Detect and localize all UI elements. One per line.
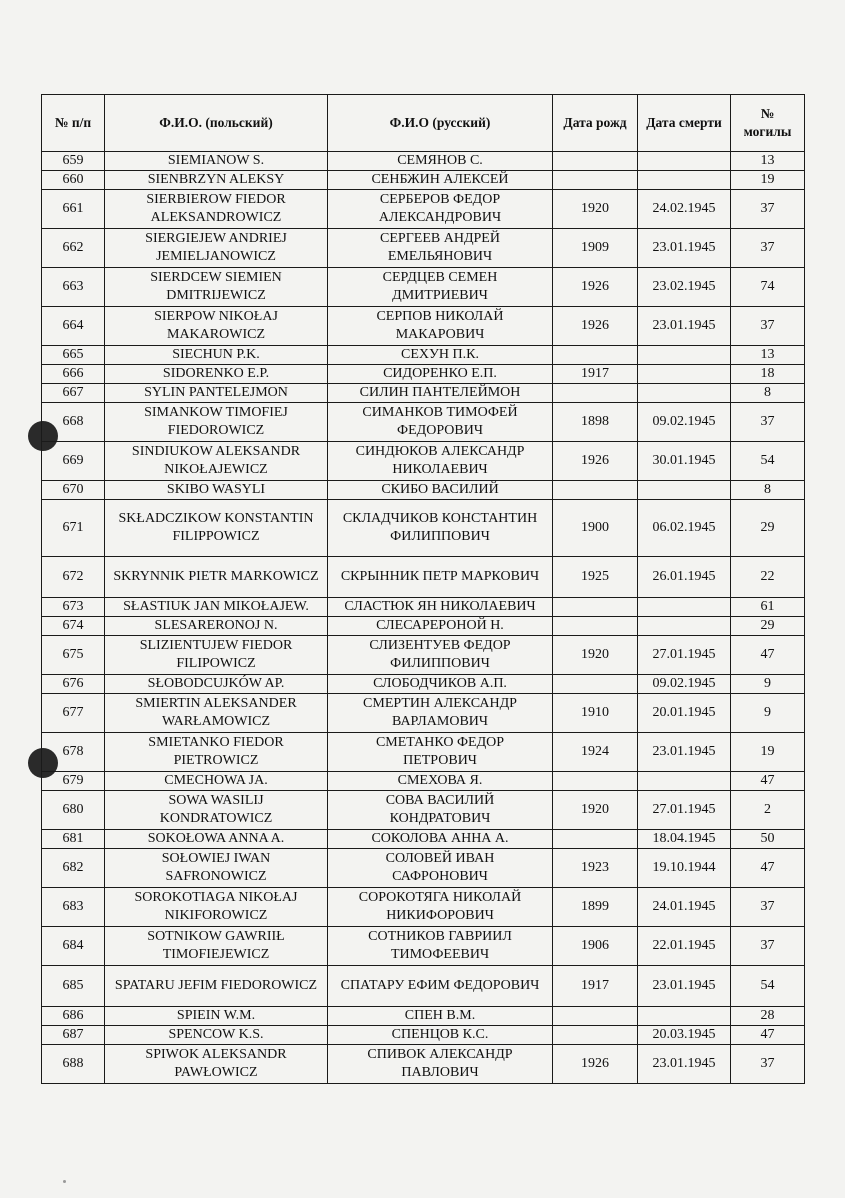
cell-polish-name: SPIWOK ALEKSANDR PAWŁOWICZ — [105, 1045, 328, 1084]
cell-number: 662 — [42, 229, 105, 268]
cell-death-date: 19.10.1944 — [638, 849, 731, 888]
table-header-row — [42, 95, 805, 152]
cell-death-date: 23.01.1945 — [638, 733, 731, 772]
cell-death-date — [638, 772, 731, 791]
table-row — [42, 1026, 805, 1045]
table-row — [42, 384, 805, 403]
cell-russian-name: СЕХУН П.К. — [328, 346, 553, 365]
cell-grave-number: 28 — [731, 1007, 805, 1026]
cell-grave-number: 8 — [731, 384, 805, 403]
header-death-date: Дата смерти — [638, 95, 731, 152]
table-row — [42, 733, 805, 772]
table-row — [42, 346, 805, 365]
cell-death-date — [638, 481, 731, 500]
cell-russian-name: СЛИЗЕНТУЕВ ФЕДОР ФИЛИППОВИЧ — [328, 636, 553, 675]
cell-birth-date: 1926 — [553, 442, 638, 481]
cell-birth-date — [553, 598, 638, 617]
cell-russian-name: СПЕН В.М. — [328, 1007, 553, 1026]
cell-birth-date — [553, 152, 638, 171]
cell-polish-name: SPIEIN W.M. — [105, 1007, 328, 1026]
cell-number: 667 — [42, 384, 105, 403]
cell-russian-name: СЕРДЦЕВ СЕМЕН ДМИТРИЕВИЧ — [328, 268, 553, 307]
cell-number: 670 — [42, 481, 105, 500]
cell-birth-date: 1926 — [553, 1045, 638, 1084]
table-row — [42, 1045, 805, 1084]
cell-death-date: 23.01.1945 — [638, 1045, 731, 1084]
cell-death-date — [638, 598, 731, 617]
cell-grave-number: 50 — [731, 830, 805, 849]
table-row — [42, 888, 805, 927]
table-row — [42, 152, 805, 171]
cell-russian-name: СМЕРТИН АЛЕКСАНДР ВАРЛАМОВИЧ — [328, 694, 553, 733]
cell-polish-name: SŁASTIUK JAN MIKOŁAJEW. — [105, 598, 328, 617]
cell-russian-name: СОЛОВЕЙ ИВАН САФРОНОВИЧ — [328, 849, 553, 888]
cell-grave-number: 29 — [731, 617, 805, 636]
cell-russian-name: СИЛИН ПАНТЕЛЕЙМОН — [328, 384, 553, 403]
cell-birth-date: 1900 — [553, 500, 638, 557]
cell-number: 664 — [42, 307, 105, 346]
cell-grave-number: 19 — [731, 171, 805, 190]
cell-russian-name: СИНДЮКОВ АЛЕКСАНДР НИКОЛАЕВИЧ — [328, 442, 553, 481]
cell-russian-name: СЛОБОДЧИКОВ А.П. — [328, 675, 553, 694]
cell-polish-name: SMIETANKO FIEDOR PIETROWICZ — [105, 733, 328, 772]
cell-grave-number: 47 — [731, 1026, 805, 1045]
table-row — [42, 442, 805, 481]
cell-polish-name: SPATARU JEFIM FIEDOROWICZ — [105, 966, 328, 1007]
cell-death-date: 26.01.1945 — [638, 557, 731, 598]
cell-number: 682 — [42, 849, 105, 888]
cell-grave-number: 13 — [731, 346, 805, 365]
table-row — [42, 481, 805, 500]
cell-death-date — [638, 365, 731, 384]
cell-polish-name: SIECHUN P.K. — [105, 346, 328, 365]
cell-russian-name: СКРЫННИК ПЕТР МАРКОВИЧ — [328, 557, 553, 598]
cell-grave-number: 13 — [731, 152, 805, 171]
cell-death-date — [638, 346, 731, 365]
cell-russian-name: СПАТАРУ ЕФИМ ФЕДОРОВИЧ — [328, 966, 553, 1007]
cell-death-date: 23.02.1945 — [638, 268, 731, 307]
cell-death-date: 09.02.1945 — [638, 403, 731, 442]
cell-grave-number: 54 — [731, 442, 805, 481]
cell-grave-number: 61 — [731, 598, 805, 617]
header-polish-name: Ф.И.О. (польский) — [105, 95, 328, 152]
cell-birth-date — [553, 384, 638, 403]
cell-grave-number: 47 — [731, 772, 805, 791]
cell-grave-number: 9 — [731, 694, 805, 733]
cell-number: 660 — [42, 171, 105, 190]
cell-birth-date — [553, 830, 638, 849]
cell-grave-number: 47 — [731, 849, 805, 888]
header-number: № п/п — [42, 95, 105, 152]
cell-russian-name: СОТНИКОВ ГАВРИИЛ ТИМОФЕЕВИЧ — [328, 927, 553, 966]
cell-death-date: 06.02.1945 — [638, 500, 731, 557]
cell-number: 671 — [42, 500, 105, 557]
table-row — [42, 500, 805, 557]
cell-polish-name: SIENBRZYN ALEKSY — [105, 171, 328, 190]
cell-death-date — [638, 1007, 731, 1026]
cell-grave-number: 37 — [731, 927, 805, 966]
cell-polish-name: CMECHOWA JA. — [105, 772, 328, 791]
cell-polish-name: SIMANKOW TIMOFIEJ FIEDOROWICZ — [105, 403, 328, 442]
cell-polish-name: SIERBIEROW FIEDOR ALEKSANDROWICZ — [105, 190, 328, 229]
cell-death-date — [638, 171, 731, 190]
cell-grave-number: 8 — [731, 481, 805, 500]
table-row — [42, 830, 805, 849]
cell-number: 686 — [42, 1007, 105, 1026]
cell-polish-name: SLIZIENTUJEW FIEDOR FILIPOWICZ — [105, 636, 328, 675]
cell-number: 675 — [42, 636, 105, 675]
cell-grave-number: 19 — [731, 733, 805, 772]
cell-birth-date: 1917 — [553, 966, 638, 1007]
cell-polish-name: SOTNIKOW GAWRIIŁ TIMOFIEJEWICZ — [105, 927, 328, 966]
cell-birth-date: 1926 — [553, 268, 638, 307]
cell-death-date: 23.01.1945 — [638, 229, 731, 268]
cell-birth-date: 1925 — [553, 557, 638, 598]
cell-russian-name: СЕРГЕЕВ АНДРЕЙ ЕМЕЛЬЯНОВИЧ — [328, 229, 553, 268]
table-row — [42, 694, 805, 733]
cell-number: 680 — [42, 791, 105, 830]
cell-number: 681 — [42, 830, 105, 849]
cell-birth-date: 1920 — [553, 190, 638, 229]
cell-polish-name: SKŁADCZIKOW KONSTANTIN FILIPPOWICZ — [105, 500, 328, 557]
cell-birth-date: 1924 — [553, 733, 638, 772]
cell-polish-name: SINDIUKOW ALEKSANDR NIKOŁAJEWICZ — [105, 442, 328, 481]
scan-speck — [63, 1180, 66, 1183]
cell-russian-name: СЕНБЖИН АЛЕКСЕЙ — [328, 171, 553, 190]
cell-birth-date: 1917 — [553, 365, 638, 384]
cell-number: 673 — [42, 598, 105, 617]
cell-death-date — [638, 384, 731, 403]
cell-russian-name: СЕРБЕРОВ ФЕДОР АЛЕКСАНДРОВИЧ — [328, 190, 553, 229]
cell-birth-date — [553, 772, 638, 791]
cell-polish-name: SŁOBODCUJKÓW AP. — [105, 675, 328, 694]
cell-polish-name: SOŁOWIEJ IWAN SAFRONOWICZ — [105, 849, 328, 888]
cell-death-date — [638, 152, 731, 171]
table-body — [42, 152, 805, 1084]
cell-russian-name: СКИБО ВАСИЛИЙ — [328, 481, 553, 500]
table-row — [42, 171, 805, 190]
cell-death-date: 27.01.1945 — [638, 791, 731, 830]
cell-birth-date: 1910 — [553, 694, 638, 733]
cell-polish-name: SIERGIEJEW ANDRIEJ JEMIELJANOWICZ — [105, 229, 328, 268]
cell-death-date: 27.01.1945 — [638, 636, 731, 675]
cell-birth-date — [553, 171, 638, 190]
table-row — [42, 927, 805, 966]
table-row — [42, 1007, 805, 1026]
cell-polish-name: SPENCOW K.S. — [105, 1026, 328, 1045]
cell-polish-name: SYLIN PANTELEJMON — [105, 384, 328, 403]
cell-grave-number: 37 — [731, 307, 805, 346]
cell-grave-number: 47 — [731, 636, 805, 675]
cell-polish-name: SIERDCEW SIEMIEN DMITRIJEWICZ — [105, 268, 328, 307]
cell-russian-name: СЕРПОВ НИКОЛАЙ МАКАРОВИЧ — [328, 307, 553, 346]
cell-russian-name: СПЕНЦОВ К.С. — [328, 1026, 553, 1045]
table-row — [42, 307, 805, 346]
table-row — [42, 849, 805, 888]
cell-russian-name: СПИВОК АЛЕКСАНДР ПАВЛОВИЧ — [328, 1045, 553, 1084]
cell-polish-name: SOWA WASILIJ KONDRATOWICZ — [105, 791, 328, 830]
cell-russian-name: СИДОРЕНКО Е.П. — [328, 365, 553, 384]
cell-polish-name: SKIBO WASYLI — [105, 481, 328, 500]
cell-russian-name: СМЕХОВА Я. — [328, 772, 553, 791]
cell-number: 674 — [42, 617, 105, 636]
cell-grave-number: 18 — [731, 365, 805, 384]
cell-birth-date — [553, 617, 638, 636]
cell-polish-name: SIERPOW NIKOŁAJ MAKAROWICZ — [105, 307, 328, 346]
header-grave-number: № могилы — [731, 95, 805, 152]
cell-grave-number: 29 — [731, 500, 805, 557]
cell-polish-name: SOROKOTIAGA NIKOŁAJ NIKIFOROWICZ — [105, 888, 328, 927]
burial-registry-table — [41, 94, 805, 1084]
cell-grave-number: 74 — [731, 268, 805, 307]
cell-russian-name: СЕМЯНОВ С. — [328, 152, 553, 171]
cell-number: 685 — [42, 966, 105, 1007]
cell-grave-number: 22 — [731, 557, 805, 598]
cell-polish-name: SIEMIANOW S. — [105, 152, 328, 171]
table-row — [42, 598, 805, 617]
header-russian-name: Ф.И.О (русский) — [328, 95, 553, 152]
cell-birth-date: 1920 — [553, 636, 638, 675]
cell-birth-date — [553, 346, 638, 365]
cell-number: 684 — [42, 927, 105, 966]
cell-number: 668 — [42, 403, 105, 442]
cell-birth-date — [553, 1026, 638, 1045]
table-row — [42, 791, 805, 830]
cell-polish-name: SIDORENKO E.P. — [105, 365, 328, 384]
table-row — [42, 365, 805, 384]
cell-number: 683 — [42, 888, 105, 927]
cell-number: 665 — [42, 346, 105, 365]
cell-number: 676 — [42, 675, 105, 694]
cell-death-date — [638, 617, 731, 636]
cell-birth-date: 1923 — [553, 849, 638, 888]
table-row — [42, 190, 805, 229]
cell-number: 666 — [42, 365, 105, 384]
cell-death-date: 22.01.1945 — [638, 927, 731, 966]
cell-birth-date: 1909 — [553, 229, 638, 268]
table-row — [42, 675, 805, 694]
cell-birth-date: 1920 — [553, 791, 638, 830]
cell-birth-date — [553, 1007, 638, 1026]
cell-death-date: 30.01.1945 — [638, 442, 731, 481]
cell-number: 672 — [42, 557, 105, 598]
cell-russian-name: СКЛАДЧИКОВ КОНСТАНТИН ФИЛИППОВИЧ — [328, 500, 553, 557]
table-row — [42, 636, 805, 675]
cell-number: 663 — [42, 268, 105, 307]
cell-russian-name: СОКОЛОВА АННА А. — [328, 830, 553, 849]
cell-grave-number: 2 — [731, 791, 805, 830]
table-row — [42, 966, 805, 1007]
cell-death-date: 23.01.1945 — [638, 966, 731, 1007]
cell-grave-number: 37 — [731, 229, 805, 268]
cell-birth-date — [553, 481, 638, 500]
cell-polish-name: SKRYNNIK PIETR MARKOWICZ — [105, 557, 328, 598]
cell-polish-name: SMIERTIN ALEKSANDER WARŁAMOWICZ — [105, 694, 328, 733]
cell-grave-number: 9 — [731, 675, 805, 694]
cell-birth-date: 1906 — [553, 927, 638, 966]
cell-grave-number: 37 — [731, 888, 805, 927]
cell-russian-name: СЛАСТЮК ЯН НИКОЛАЕВИЧ — [328, 598, 553, 617]
cell-death-date: 20.01.1945 — [638, 694, 731, 733]
cell-polish-name: SOKOŁOWA ANNA A. — [105, 830, 328, 849]
cell-birth-date: 1898 — [553, 403, 638, 442]
cell-russian-name: СЛЕСАРЕРОНОЙ Н. — [328, 617, 553, 636]
table-row — [42, 557, 805, 598]
cell-russian-name: СИМАНКОВ ТИМОФЕЙ ФЕДОРОВИЧ — [328, 403, 553, 442]
cell-death-date: 24.01.1945 — [638, 888, 731, 927]
cell-grave-number: 54 — [731, 966, 805, 1007]
cell-death-date: 09.02.1945 — [638, 675, 731, 694]
header-birth-date: Дата рожд — [553, 95, 638, 152]
cell-birth-date: 1926 — [553, 307, 638, 346]
cell-number: 678 — [42, 733, 105, 772]
table-row — [42, 772, 805, 791]
cell-death-date: 20.03.1945 — [638, 1026, 731, 1045]
cell-number: 661 — [42, 190, 105, 229]
cell-russian-name: СМЕТАНКО ФЕДОР ПЕТРОВИЧ — [328, 733, 553, 772]
cell-grave-number: 37 — [731, 1045, 805, 1084]
cell-birth-date — [553, 675, 638, 694]
cell-death-date: 23.01.1945 — [638, 307, 731, 346]
cell-number: 679 — [42, 772, 105, 791]
table-row — [42, 403, 805, 442]
cell-birth-date: 1899 — [553, 888, 638, 927]
table-row — [42, 229, 805, 268]
cell-russian-name: СОРОКОТЯГА НИКОЛАЙ НИКИФОРОВИЧ — [328, 888, 553, 927]
cell-grave-number: 37 — [731, 190, 805, 229]
cell-number: 659 — [42, 152, 105, 171]
cell-death-date: 18.04.1945 — [638, 830, 731, 849]
cell-number: 688 — [42, 1045, 105, 1084]
cell-number: 677 — [42, 694, 105, 733]
cell-grave-number: 37 — [731, 403, 805, 442]
cell-number: 687 — [42, 1026, 105, 1045]
table-row — [42, 268, 805, 307]
cell-russian-name: СОВА ВАСИЛИЙ КОНДРАТОВИЧ — [328, 791, 553, 830]
table-row — [42, 617, 805, 636]
cell-death-date: 24.02.1945 — [638, 190, 731, 229]
cell-polish-name: SLESARERONOJ N. — [105, 617, 328, 636]
cell-number: 669 — [42, 442, 105, 481]
